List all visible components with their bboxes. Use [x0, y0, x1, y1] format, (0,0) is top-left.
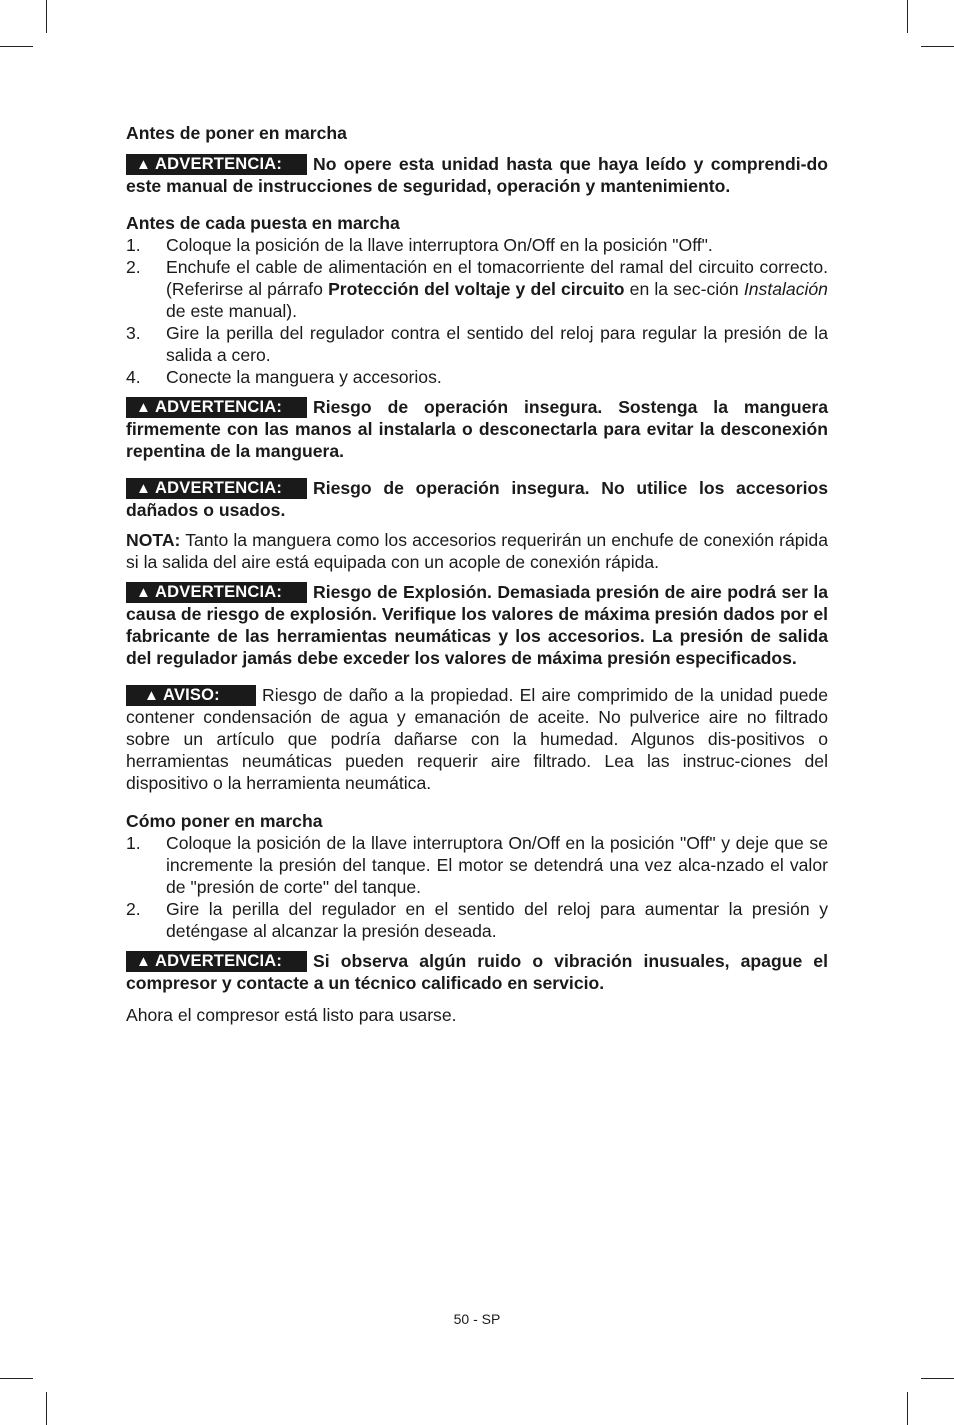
warning-badge: ▲ ADVERTENCIA: [126, 951, 307, 972]
warning-triangle-icon: ▲ [136, 156, 152, 173]
list-item: 1. Coloque la posición de la llave interruptora On/Off en la posición "Off". [126, 235, 713, 255]
warning-block: ▲ ADVERTENCIA: Riesgo de Explosión. Demasiada presión de aire podrá ser la causa de riesgo de explosión. Verifique los valores de máxima presión dados por el fabricante de las herramientas neumáticas y los accesorios. La presión de salida del regulador jamás debe exceder los valores de máxima presión especificados. [126, 582, 828, 668]
section-heading: Antes de poner en marcha [126, 123, 347, 143]
crop-mark [46, 1392, 47, 1425]
warning-block: ▲ ADVERTENCIA: No opere esta unidad hasta que haya leído y comprendi-do este manual de instrucciones de seguridad, operación y mantenimiento. [126, 154, 828, 196]
warning-block: ▲ ADVERTENCIA: Si observa algún ruido o vibración inusuales, apague el compresor y contacte a un técnico calificado en servicio. [126, 951, 828, 993]
warning-block: ▲ ADVERTENCIA: Riesgo de operación insegura. No utilice los accesorios dañados o usados. [126, 478, 828, 520]
warning-triangle-icon: ▲ [136, 953, 152, 970]
warning-triangle-icon: ▲ [136, 584, 152, 601]
warning-badge: ▲ ADVERTENCIA: [126, 154, 307, 175]
warning-badge: ▲ ADVERTENCIA: [126, 397, 307, 418]
section-heading: Cómo poner en marcha [126, 811, 323, 831]
notice-block: ▲ AVISO: Riesgo de daño a la propiedad. El aire comprimido de la unidad puede contener condensación de agua y emanación de aceite. No pulverice aire no filtrado sobre un artículo que podría dañarse con la humedad. Algunos dis-positivos o herramientas neumáticas pueden requerir aire filtrado. Lea las instruc-ciones del dispositivo o la herramienta neumática. [126, 685, 828, 793]
section-heading: Antes de cada puesta en marcha [126, 213, 400, 233]
warning-triangle-icon: ▲ [136, 480, 152, 497]
list-item: 4. Conecte la manguera y accesorios. [126, 367, 442, 387]
warning-triangle-icon: ▲ [136, 399, 152, 416]
warning-badge: ▲ ADVERTENCIA: [126, 478, 307, 499]
crop-mark [0, 1378, 33, 1379]
page-number: 50 - SP [453, 1311, 501, 1327]
crop-mark [921, 1378, 954, 1379]
list-item: 1. Coloque la posición de la llave interruptora On/Off en la posición "Off" y deje que se incremente la presión del tanque. El motor se detendrá una vez alca-nzado el valor de "presión de corte" del tanque. [126, 833, 828, 897]
crop-mark [0, 46, 33, 47]
note-block: NOTA: Tanto la manguera como los accesorios requerirán un enchufe de conexión rápida si la salida del aire está equipada con un acople de conexión rápida. [126, 530, 829, 572]
warning-triangle-icon: ▲ [144, 687, 160, 704]
crop-mark [907, 0, 908, 33]
notice-badge: ▲ AVISO: [126, 685, 256, 706]
warning-block: ▲ ADVERTENCIA: Riesgo de operación insegura. Sostenga la manguera firmemente con las manos al instalarla o desconectarla para evitar la desconexión repentina de la manguera. [126, 397, 828, 461]
crop-mark [907, 1392, 908, 1425]
closing-text: Ahora el compresor está listo para usarse. [126, 1005, 457, 1025]
list-item: 2. Gire la perilla del regulador en el sentido del reloj para aumentar la presión y deténgase al alcanzar la presión deseada. [126, 899, 828, 941]
crop-mark [46, 0, 47, 33]
warning-badge: ▲ ADVERTENCIA: [126, 582, 307, 603]
manual-page [126, 122, 828, 1026]
list-item: 2. Enchufe el cable de alimentación en el tomacorriente del ramal del circuito correcto. (Referirse al párrafo Protección del voltaje y del circuito en la sec-ción Instalación de este manual). [126, 257, 828, 321]
crop-mark [921, 46, 954, 47]
list-item: 3. Gire la perilla del regulador contra el sentido del reloj para regular la presión de la salida a cero. [126, 323, 828, 365]
start-procedure-list [126, 832, 828, 942]
startup-list [126, 234, 828, 388]
